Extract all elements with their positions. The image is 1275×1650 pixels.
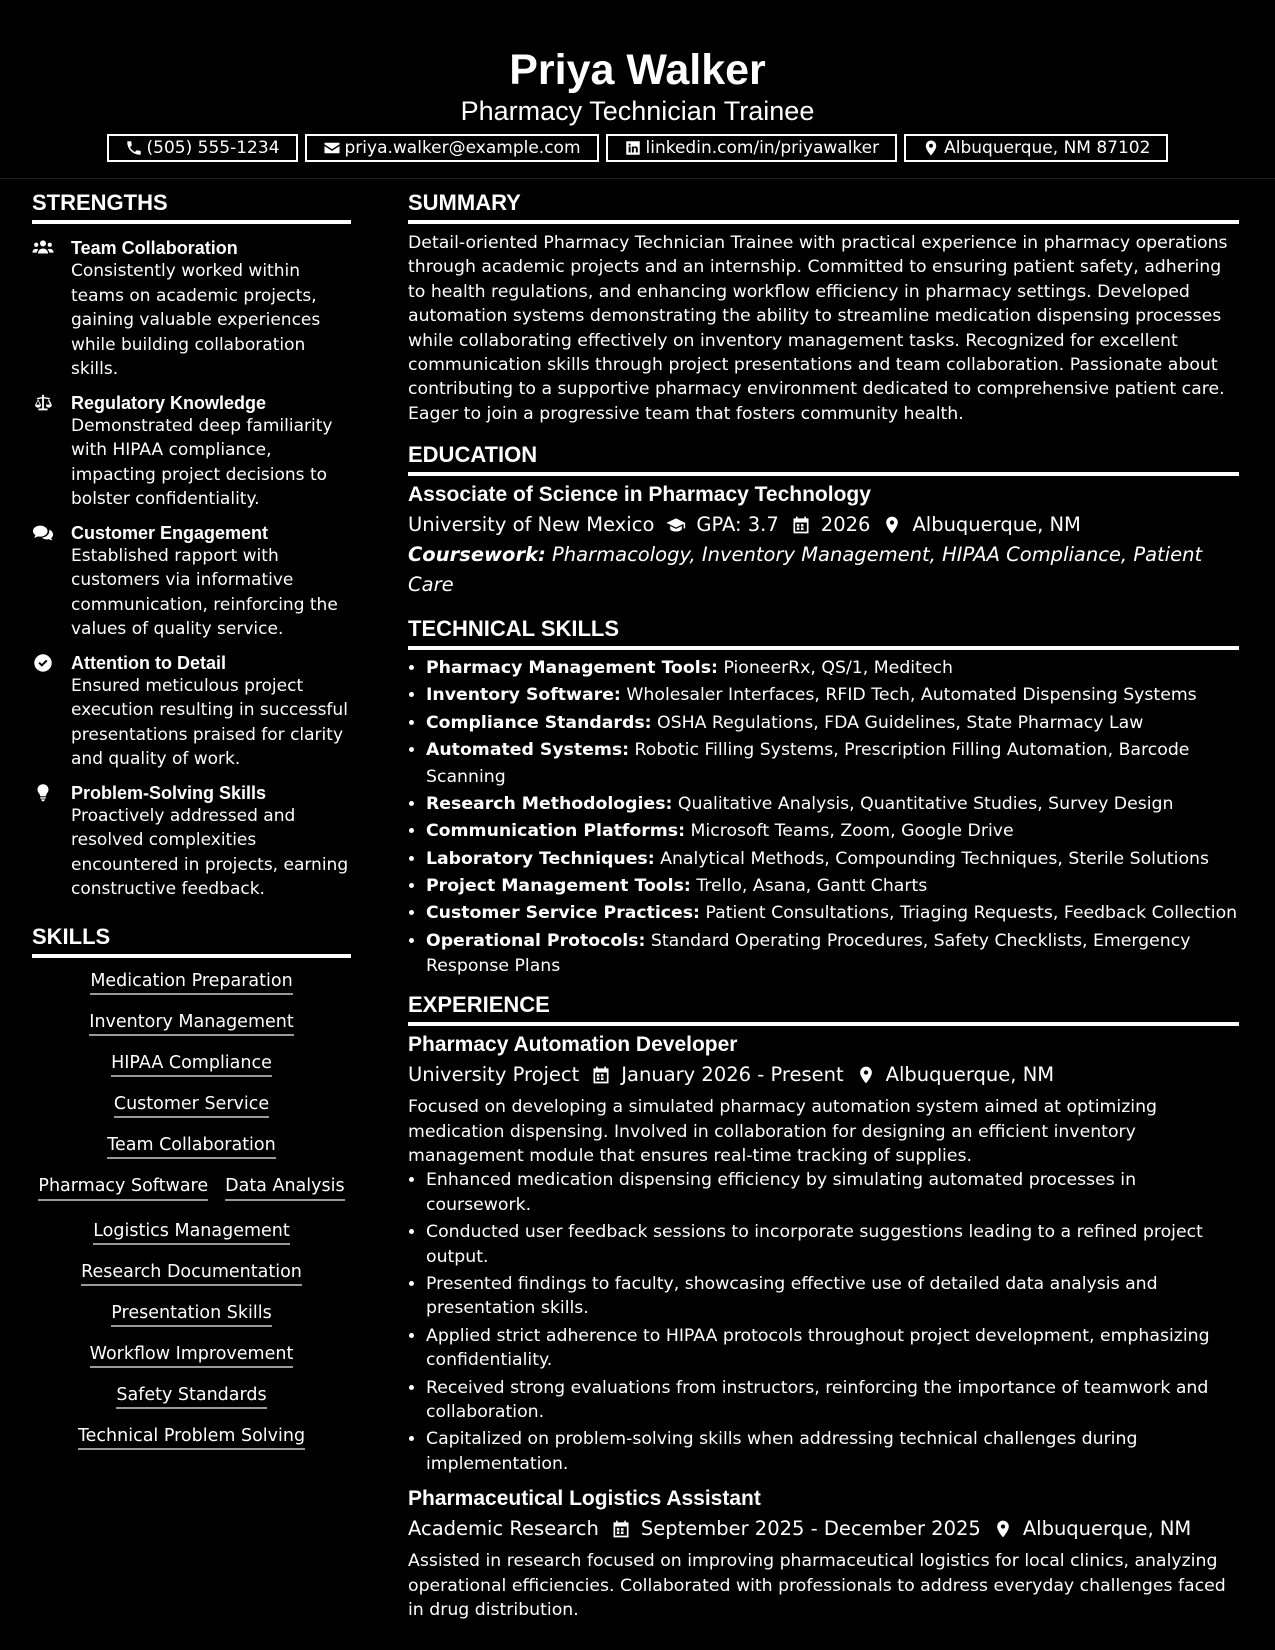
job-description: Assisted in research focused on improving pharmaceutical logistics for local clinics, analyzing operational efficiencies. Collaborated with professionals to address everyday challenges faced in drug distribution. bbox=[408, 1551, 1226, 1620]
list-item bbox=[426, 655, 1239, 682]
phone-icon bbox=[125, 139, 143, 157]
right-column bbox=[408, 178, 1239, 1622]
list-item bbox=[426, 791, 1239, 818]
skill-row bbox=[32, 970, 351, 992]
strength-item bbox=[32, 392, 351, 512]
skill-row bbox=[32, 1261, 351, 1283]
job-location: Albuquerque, NM bbox=[885, 1063, 1055, 1087]
job-dates: January 2026 - Present bbox=[621, 1063, 844, 1087]
tech-label: Compliance Standards: bbox=[426, 712, 652, 733]
tech-value: Microsoft Teams, Zoom, Google Drive bbox=[690, 821, 1014, 842]
contact-linkedin[interactable] bbox=[606, 134, 898, 162]
contact-location bbox=[904, 134, 1168, 162]
list-item: • Received strong evaluations from instructors, reinforcing the importance of teamwork and collaboration. bbox=[426, 1376, 1239, 1425]
job-meta bbox=[408, 1060, 1239, 1090]
tech-value: PioneerRx, QS/1, Meditech bbox=[723, 658, 953, 679]
job-org: University Project bbox=[408, 1063, 580, 1087]
job-org: Academic Research bbox=[408, 1517, 599, 1541]
tech-value: OSHA Regulations, FDA Guidelines, State Pharmacy Law bbox=[657, 712, 1144, 733]
tech-value: Wholesaler Interfaces, RFID Tech, Automated Dispensing Systems bbox=[626, 685, 1197, 706]
skill-row bbox=[32, 1220, 351, 1242]
tech-label: Operational Protocols: bbox=[426, 931, 646, 952]
list-item bbox=[426, 927, 1239, 978]
strength-desc: Proactively addressed and resolved complexities encountered in projects, earning constructive feedback. bbox=[71, 805, 349, 899]
candidate-name: Priya Walker bbox=[509, 46, 766, 94]
skill-row bbox=[32, 1343, 351, 1365]
skill-tag: Pharmacy Software bbox=[38, 1175, 208, 1201]
strengths-heading: STRENGTHS bbox=[32, 190, 351, 224]
graduation-year: 2026 bbox=[820, 513, 871, 537]
list-item bbox=[426, 846, 1239, 873]
strength-desc: Established rapport with customers via informative communication, reinforcing the values of quality service. bbox=[71, 545, 338, 639]
location-icon bbox=[856, 1065, 876, 1085]
tech-value: Robotic Filling Systems, Prescription Filling Automation, Barcode Scanning bbox=[426, 739, 1190, 788]
mail-icon bbox=[323, 139, 341, 157]
job-bullets bbox=[408, 1168, 1239, 1476]
strength-item bbox=[32, 652, 351, 772]
technical-skills-list bbox=[408, 655, 1239, 978]
skill-row bbox=[32, 1093, 351, 1115]
tech-label: Project Management Tools: bbox=[426, 875, 691, 896]
list-item: • Capitalized on problem-solving skills when addressing technical challenges during implementation. bbox=[426, 1427, 1239, 1476]
skill-tag: Data Analysis bbox=[225, 1175, 344, 1201]
tech-value: Trello, Asana, Gantt Charts bbox=[696, 875, 928, 896]
school-name: University of New Mexico bbox=[408, 513, 655, 537]
strength-item bbox=[32, 782, 351, 902]
check-circle-icon bbox=[32, 653, 56, 673]
coursework bbox=[408, 540, 1239, 600]
skills-list bbox=[32, 970, 351, 1466]
summary-text: Detail-oriented Pharmacy Technician Trainee with practical experience in pharmacy operations through academic projects and an internship. Committed to ensuring patient safety, adhering to health regulations, and enhancing workflow efficiency in pharmacy settings. Developed automation systems demonstrating the ability to streamline medication dispensing processes while collaborating effectively on inventory management tasks. Recognized for excellent communication skills through project presentations and team collaboration. Passionate about contributing to a supportive pharmacy environment dedicated to comprehensive patient care. Eager to join a progressive team that fosters community health. bbox=[408, 233, 1228, 424]
location-icon bbox=[882, 515, 902, 535]
tech-value: Standard Operating Procedures, Safety Checklists, Emergency Response Plans bbox=[426, 931, 1191, 976]
skill-row bbox=[32, 1384, 351, 1406]
skill-tag: Workflow Improvement bbox=[90, 1344, 294, 1368]
strength-item bbox=[32, 237, 351, 382]
education-meta bbox=[408, 510, 1239, 540]
skill-tag: Inventory Management bbox=[89, 1012, 293, 1036]
strength-title: Problem-Solving Skills bbox=[71, 782, 267, 803]
strength-title: Attention to Detail bbox=[71, 652, 226, 673]
contact-bar bbox=[0, 134, 1275, 162]
calendar-icon bbox=[591, 1065, 611, 1085]
tech-label: Research Methodologies: bbox=[426, 794, 673, 815]
candidate-role: Pharmacy Technician Trainee bbox=[460, 96, 815, 126]
left-column bbox=[32, 178, 351, 1466]
linkedin-icon bbox=[624, 139, 642, 157]
comments-icon bbox=[32, 523, 56, 543]
tech-label: Automated Systems: bbox=[426, 739, 630, 760]
skills-heading: SKILLS bbox=[32, 924, 351, 958]
contact-phone bbox=[107, 134, 298, 162]
skill-row bbox=[32, 1134, 351, 1156]
skill-tag: Technical Problem Solving bbox=[78, 1426, 305, 1450]
skill-tag: Safety Standards bbox=[116, 1385, 266, 1409]
location-icon bbox=[922, 139, 940, 157]
job-dates: September 2025 - December 2025 bbox=[640, 1517, 981, 1541]
list-item bbox=[426, 818, 1239, 845]
skill-row bbox=[32, 1052, 351, 1074]
job-title: Pharmaceutical Logistics Assistant bbox=[408, 1487, 761, 1511]
summary-heading: SUMMARY bbox=[408, 190, 1239, 224]
list-item: • Enhanced medication dispensing efficiency by simulating automated processes in coursework. bbox=[426, 1168, 1239, 1217]
education-location: Albuquerque, NM bbox=[912, 513, 1081, 537]
calendar-icon bbox=[611, 1519, 631, 1539]
tech-label: Laboratory Techniques: bbox=[426, 848, 655, 869]
strength-desc: Ensured meticulous project execution resulting in successful presentations praised for clarity and quality of work. bbox=[71, 675, 348, 769]
job-location: Albuquerque, NM bbox=[1022, 1517, 1192, 1541]
skill-tag: Presentation Skills bbox=[111, 1303, 271, 1327]
contact-location-text: Albuquerque, NM 87102 bbox=[944, 138, 1151, 158]
skill-tag: Research Documentation bbox=[81, 1262, 302, 1286]
list-item: • Presented findings to faculty, showcasing effective use of detailed data analysis and presentation skills. bbox=[426, 1272, 1239, 1321]
list-item bbox=[426, 710, 1239, 737]
job-title: Pharmacy Automation Developer bbox=[408, 1033, 738, 1057]
list-item: • Conducted user feedback sessions to incorporate suggestions leading to a refined project output. bbox=[426, 1220, 1239, 1269]
location-icon bbox=[993, 1519, 1013, 1539]
coursework-list: Pharmacology, Inventory Management, HIPAA Compliance, Patient Care bbox=[408, 543, 1203, 597]
coursework-label: Coursework: bbox=[408, 543, 546, 567]
list-item bbox=[426, 737, 1239, 791]
tech-value: Qualitative Analysis, Quantitative Studies, Survey Design bbox=[677, 794, 1174, 815]
strength-title: Regulatory Knowledge bbox=[71, 392, 267, 413]
lightbulb-icon bbox=[32, 783, 56, 803]
contact-phone-text: (505) 555-1234 bbox=[146, 138, 280, 158]
strength-desc: Consistently worked within teams on academic projects, gaining valuable experiences while building collaboration skills. bbox=[71, 261, 321, 379]
tech-label: Customer Service Practices: bbox=[426, 903, 700, 924]
skill-tag: Medication Preparation bbox=[90, 971, 292, 995]
strength-title: Team Collaboration bbox=[71, 238, 238, 258]
scale-icon bbox=[32, 393, 56, 413]
contact-email[interactable] bbox=[305, 134, 599, 162]
degree-title: Associate of Science in Pharmacy Technology bbox=[408, 483, 871, 507]
tech-value: Patient Consultations, Triaging Requests, Feedback Collection bbox=[705, 903, 1238, 924]
contact-email-text[interactable]: priya.walker@example.com bbox=[344, 138, 581, 158]
graduation-cap-icon bbox=[666, 515, 686, 535]
skill-row bbox=[32, 1011, 351, 1033]
skill-tag: Team Collaboration bbox=[107, 1135, 275, 1159]
skill-tag: Customer Service bbox=[114, 1094, 269, 1118]
list-item bbox=[426, 900, 1239, 927]
list-item bbox=[426, 682, 1239, 709]
job-description: Focused on developing a simulated pharmacy automation system aimed at optimizing medication dispensing. Involved in collaboration for designing an efficient inventory management module that ensures real-time tracking of supplies. bbox=[408, 1097, 1157, 1166]
technical-skills-heading: TECHNICAL SKILLS bbox=[408, 616, 1239, 650]
tech-value: Analytical Methods, Compounding Techniques, Sterile Solutions bbox=[660, 848, 1210, 869]
list-item: • Applied strict adherence to HIPAA protocols throughout project development, emphasizing confidentiality. bbox=[426, 1324, 1239, 1373]
gpa: GPA: 3.7 bbox=[696, 513, 779, 537]
users-icon bbox=[32, 238, 56, 258]
skill-tag: HIPAA Compliance bbox=[111, 1053, 272, 1077]
experience-heading: EXPERIENCE bbox=[408, 992, 1239, 1026]
strength-desc: Demonstrated deep familiarity with HIPAA compliance, impacting project decisions to bolster confidentiality. bbox=[71, 415, 333, 509]
tech-label: Pharmacy Management Tools: bbox=[426, 658, 718, 679]
strength-title: Customer Engagement bbox=[71, 522, 269, 543]
skill-tag: Logistics Management bbox=[93, 1221, 290, 1245]
strength-item bbox=[32, 522, 351, 642]
calendar-icon bbox=[791, 515, 811, 535]
tech-label: Communication Platforms: bbox=[426, 821, 686, 842]
education-heading: EDUCATION bbox=[408, 442, 1239, 476]
skill-row bbox=[32, 1302, 351, 1324]
job-meta bbox=[408, 1514, 1239, 1544]
skill-row bbox=[32, 1425, 351, 1447]
contact-linkedin-text[interactable]: linkedin.com/in/priyawalker bbox=[645, 138, 880, 158]
list-item bbox=[426, 873, 1239, 900]
tech-label: Inventory Software: bbox=[426, 685, 621, 706]
resume-header bbox=[0, 0, 1275, 179]
